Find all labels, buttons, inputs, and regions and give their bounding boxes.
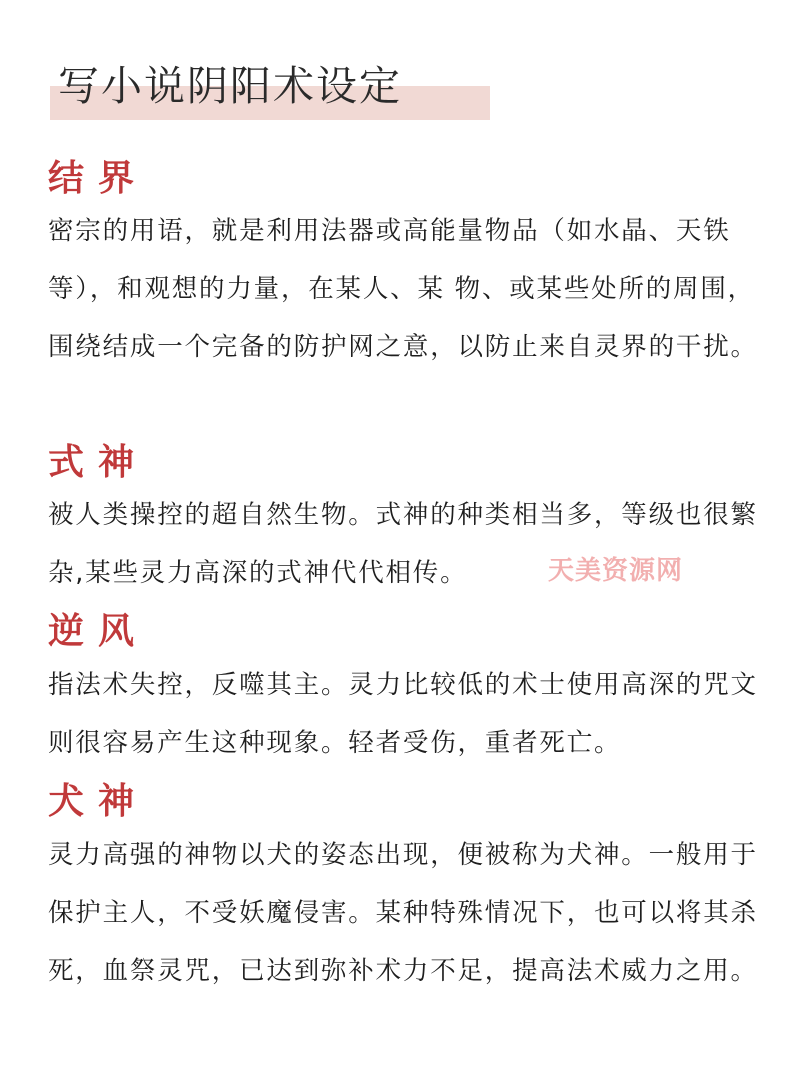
section-body-quanshen: 灵力高强的神物以犬的姿态出现，便被称为犬神。一般用于保护主人，不受妖魔侵害。某种特殊情况下，也可以将其杀死，血祭灵咒，已达到弥补术力不足，提高法术威力之用。 [48,840,758,986]
section-heading-nifeng: 逆风 [48,610,149,652]
page-title: 写小说阴阳术设定 [58,62,402,110]
section-body-nifeng: 指法术失控，反噬其主。灵力比较低的术士使用高深的咒文则很容易产生这种现象。轻者受伤，重者死亡。 [48,670,758,758]
section-heading-jiejie: 结界 [48,157,149,199]
section-body-jiejie: 密宗的用语，就是利用法器或高能量物品（如水晶、天铁等），和观想的力量，在某人、某 物、或某些处所的周围，围绕结成一个完备的防护网之意，以防止来自灵界的干扰。 [48,216,758,362]
watermark-text: 天美资源网 [548,556,684,586]
section-body-shishen: 被人类操控的超自然生物。式神的种类相当多，等级也很繁杂,某些灵力高深的式神代代相传。 [48,500,758,588]
section-heading-shishen: 式神 [48,441,149,483]
section-heading-quanshen: 犬神 [48,780,149,822]
title-block [50,58,490,122]
